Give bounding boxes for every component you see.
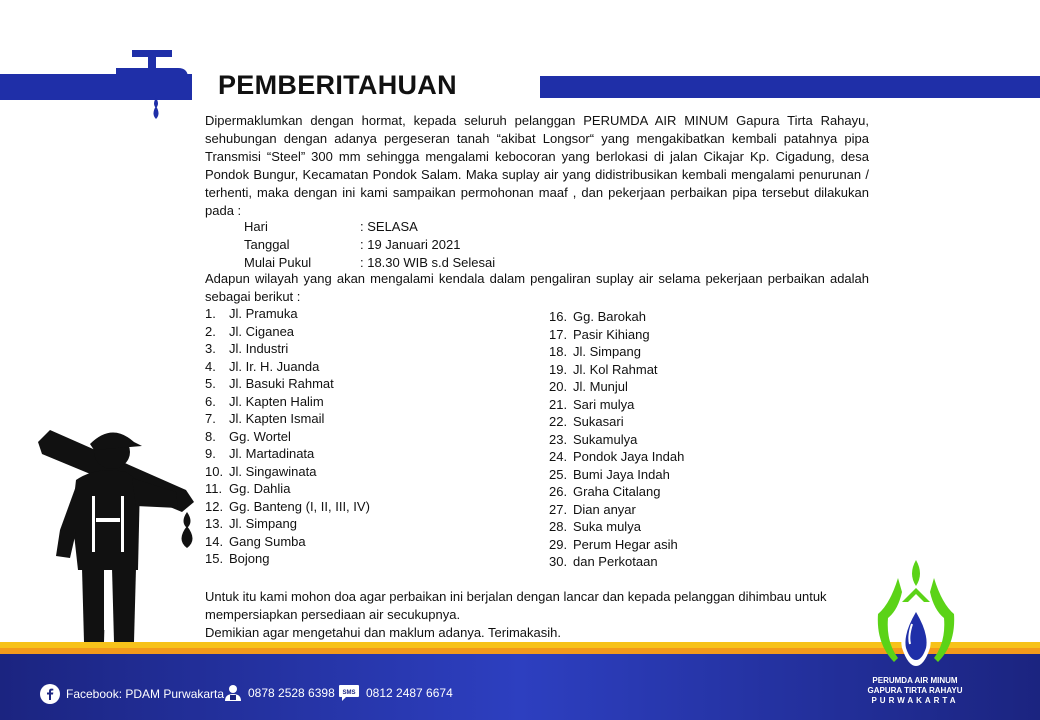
list-item <box>205 410 370 428</box>
item-name: Graha Citalang <box>573 484 661 499</box>
list-item <box>549 378 684 396</box>
item-name: Jl. Ir. H. Juanda <box>229 358 320 374</box>
phone-number: 0878 2528 6398 <box>248 686 335 700</box>
list-item <box>549 448 684 466</box>
list-item <box>205 515 370 533</box>
list-item <box>549 413 684 431</box>
list-item <box>205 550 370 568</box>
item-number: 27. <box>549 501 568 517</box>
schedule-label: Tanggal <box>244 237 290 252</box>
item-name: Jl. Kapten Halim <box>229 393 324 409</box>
item-number: 12. <box>205 498 224 514</box>
list-item <box>549 536 684 554</box>
list-item <box>549 553 684 571</box>
item-name: Jl. Simpang <box>229 516 297 531</box>
closing-paragraph: Demikian agar mengetahui dan maklum adanya. Terimakasih. <box>205 625 562 640</box>
closing-text <box>205 588 885 642</box>
item-name: Bojong <box>229 551 270 566</box>
facebook-contact[interactable] <box>40 684 224 704</box>
item-name: Jl. Ciganea <box>229 323 295 339</box>
intro-paragraph: Dipermaklumkan dengan hormat, kepada seluruh pelanggan PERUMDA AIR MINUM Gapura Tirta Rahayu, sehubungan dengan adanya pergeseran tanah “akibat Longsor“ yang mengakibatkan kembali patahnya pipa Transmisi “Steel” 300 mm sehingga mengalami kebocoran yang berlokasi di jalan Cikajar Kp. Cigadung, desa Pondok Bungur, Kecamatan Pondok Salam. Maka suplay air yang didistribusikan kembali mengalami penurunan / terhenti, maka dengan ini kami sampaikan permohonan maaf , dan pekerjaan perbaikan pipa tersebut dilakukan pada : <box>205 113 869 218</box>
item-number: 9. <box>205 446 216 461</box>
schedule-value: : 18.30 WIB s.d Selesai <box>360 255 496 270</box>
list-item <box>549 431 684 449</box>
item-number: 1. <box>205 306 216 321</box>
item-name: Jl. Simpang <box>573 344 641 359</box>
list-item <box>205 498 370 516</box>
schedule-value: : SELASA <box>360 219 418 234</box>
list-item <box>549 483 684 501</box>
list-item <box>205 340 370 358</box>
list-item <box>549 326 684 344</box>
header-bar-right <box>540 76 1040 98</box>
list-item <box>205 445 370 463</box>
item-number: 14. <box>205 533 224 549</box>
list-item <box>549 501 684 519</box>
item-number: 13. <box>205 516 224 531</box>
item-name: Jl. Singawinata <box>229 463 317 479</box>
sms-contact[interactable] <box>338 684 453 702</box>
page-title: PEMBERITAHUAN <box>218 70 457 100</box>
item-number: 8. <box>205 428 216 444</box>
list-item <box>205 480 370 498</box>
worker-with-pipe-illustration <box>36 420 200 650</box>
item-name: Jl. Kol Rahmat <box>573 361 658 377</box>
item-number: 11. <box>205 481 223 496</box>
item-name: Jl. Martadinata <box>229 446 315 461</box>
list-item <box>205 305 370 323</box>
item-number: 30. <box>549 554 568 569</box>
list-item <box>205 428 370 446</box>
schedule-value: : 19 Januari 2021 <box>360 237 461 252</box>
item-name: Sukamulya <box>573 431 638 447</box>
company-logo <box>868 558 964 674</box>
item-number: 22. <box>549 414 568 429</box>
item-number: 10. <box>205 463 224 479</box>
item-number: 25. <box>549 466 568 482</box>
water-tap-icon <box>112 48 202 124</box>
list-item <box>549 308 684 326</box>
area-list-left <box>205 305 370 568</box>
item-number: 7. <box>205 411 216 426</box>
item-name: Jl. Basuki Rahmat <box>229 376 334 391</box>
schedule-label: Mulai Pukul <box>244 255 312 270</box>
phone-contact[interactable] <box>224 684 335 702</box>
item-name: Perum Hegar asih <box>573 536 678 552</box>
item-number: 20. <box>549 379 568 394</box>
item-number: 3. <box>205 341 216 356</box>
user-phone-icon <box>224 684 242 702</box>
item-number: 29. <box>549 536 568 552</box>
item-name: Gg. Dahlia <box>229 481 291 496</box>
item-number: 18. <box>549 344 568 359</box>
item-number: 24. <box>549 449 568 464</box>
item-name: Dian anyar <box>573 501 636 517</box>
item-name: Jl. Pramuka <box>229 306 298 321</box>
sms-number: 0812 2487 6674 <box>366 686 453 700</box>
item-number: 26. <box>549 484 568 499</box>
list-item <box>205 393 370 411</box>
company-name-line1: PERUMDA AIR MINUM <box>872 676 958 685</box>
item-name: Bumi Jaya Indah <box>573 466 670 482</box>
company-name-line2: GAPURA TIRTA RAHAYU <box>867 686 963 695</box>
list-item <box>205 463 370 481</box>
item-name: dan Perkotaan <box>573 554 658 569</box>
company-name <box>840 676 990 706</box>
sms-icon <box>338 684 360 702</box>
area-list-right <box>549 308 684 571</box>
list-item <box>205 323 370 341</box>
item-name: Sari mulya <box>573 396 635 412</box>
item-name: Jl. Munjul <box>573 379 628 394</box>
list-item <box>549 518 684 536</box>
company-name-line3: PURWAKARTA <box>871 696 959 705</box>
item-name: Gg. Barokah <box>573 309 646 324</box>
item-number: 6. <box>205 393 216 409</box>
sms-icon-label: SMS <box>342 690 356 696</box>
item-number: 23. <box>549 431 568 447</box>
list-item <box>205 358 370 376</box>
areas-intro: Adapun wilayah yang akan mengalami kendala dalam pengaliran suplay air selama pekerjaan perbaikan adalah sebagai berikut : <box>205 271 869 304</box>
list-item <box>205 375 370 393</box>
item-name: Jl. Industri <box>229 341 289 356</box>
facebook-label: Facebook: PDAM Purwakarta <box>66 687 225 701</box>
list-item <box>549 343 684 361</box>
item-number: 5. <box>205 376 216 391</box>
item-number: 17. <box>549 326 568 342</box>
schedule-label: Hari <box>244 219 268 234</box>
list-item <box>205 533 370 551</box>
item-name: Gang Sumba <box>229 533 306 549</box>
item-number: 21. <box>549 396 568 412</box>
item-name: Gg. Banteng (I, II, III, IV) <box>229 498 370 514</box>
item-name: Jl. Kapten Ismail <box>229 411 325 426</box>
facebook-icon <box>40 684 60 704</box>
item-name: Sukasari <box>573 414 624 429</box>
item-number: 15. <box>205 551 224 566</box>
item-name: Gg. Wortel <box>229 428 291 444</box>
item-name: Pondok Jaya Indah <box>573 449 685 464</box>
item-number: 2. <box>205 323 216 339</box>
list-item <box>549 361 684 379</box>
closing-paragraph: Untuk itu kami mohon doa agar perbaikan ini berjalan dengan lancar dan kepada pelanggan dihimbau untuk mempersiapkan persediaan air secukupnya. <box>205 589 827 622</box>
item-name: Pasir Kihiang <box>573 326 650 342</box>
item-name: Suka mulya <box>573 519 641 534</box>
item-number: 16. <box>549 309 568 324</box>
item-number: 19. <box>549 361 568 377</box>
list-item <box>549 396 684 414</box>
list-item <box>549 466 684 484</box>
item-number: 28. <box>549 519 568 534</box>
item-number: 4. <box>205 358 216 374</box>
